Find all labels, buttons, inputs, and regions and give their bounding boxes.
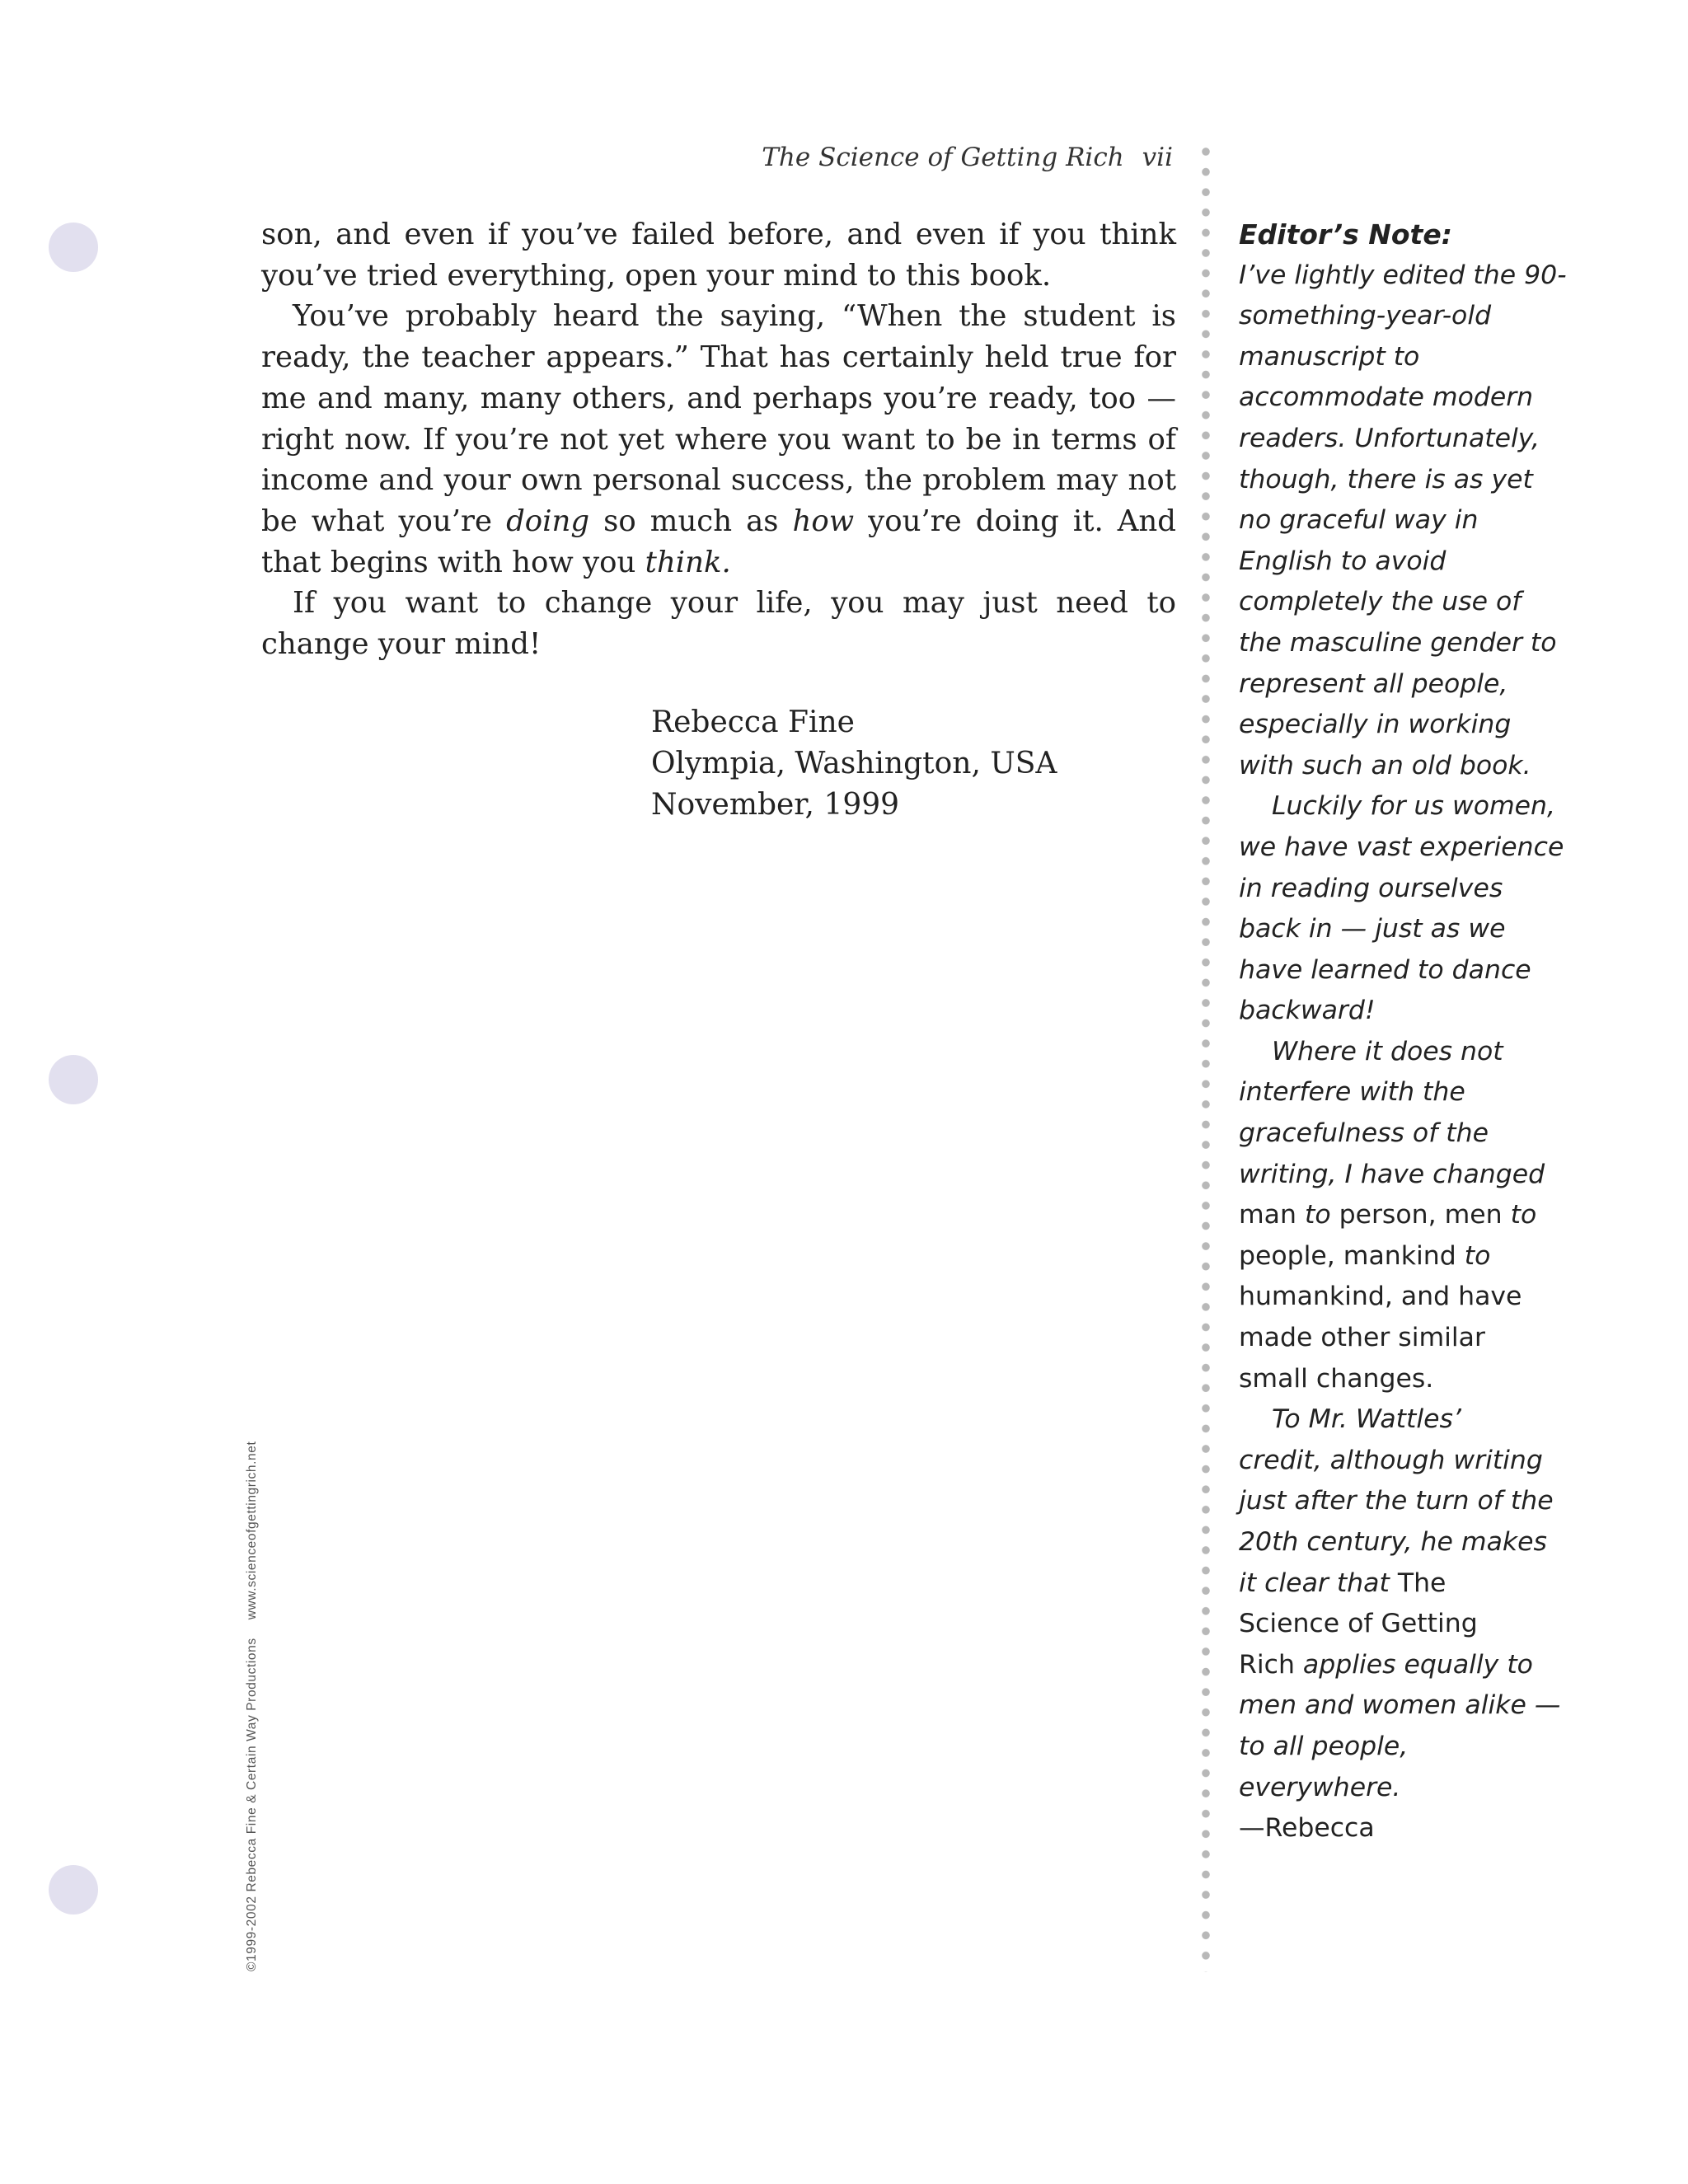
sidebar-line: though, there is as yet (1239, 464, 1533, 494)
copyright-notice (245, 1441, 260, 1971)
sidebar-line: back in — just as we (1239, 914, 1506, 944)
sidebar-line: writing, I have changed (1239, 1159, 1545, 1189)
sidebar-title: Editor’s Note: (1239, 218, 1452, 251)
main-text-column (261, 214, 1176, 665)
sidebar-line: gracefulness of the (1239, 1118, 1489, 1149)
sidebar-line: completely the use of (1239, 587, 1522, 617)
sidebar-line: To Mr. Wattles’ (1272, 1404, 1461, 1435)
signature-place: Olympia, Washington, USA (651, 747, 1057, 780)
signature-name: Rebecca Fine (651, 705, 855, 739)
sidebar-line: especially in working (1239, 710, 1512, 740)
sidebar-line: backward! (1239, 996, 1376, 1026)
sidebar-line: English to avoid (1239, 546, 1447, 576)
emphasis-how: how (792, 504, 855, 538)
sidebar-line: with such an old book. (1239, 750, 1531, 780)
sidebar-line: 20th century, he makes (1239, 1527, 1547, 1557)
sidebar-line: Luckily for us women, (1272, 791, 1556, 822)
binder-hole-bottom (49, 1865, 98, 1915)
sidebar-line: men and women alike — (1239, 1690, 1561, 1721)
sidebar-line: readers. Unfortunately, (1239, 423, 1540, 453)
binder-hole-top (49, 223, 98, 272)
sidebar-line: credit, although writing (1239, 1445, 1543, 1475)
sidebar-line: interfere with the (1239, 1077, 1465, 1108)
sidebar-line: I’ve lightly edited the 90- (1239, 260, 1567, 290)
copyright-owner: ©1999-2002 Rebecca Fine & Certain Way Productions (245, 1638, 259, 1971)
editors-note-sidebar (1239, 214, 1567, 1849)
running-header (762, 143, 1173, 172)
binder-hole-middle (49, 1055, 98, 1104)
sidebar-line: represent all people, (1239, 668, 1508, 699)
paragraph-continued: son, and even if you’ve failed before, and even if you think you’ve tried everything, open your mind to this book. (261, 218, 1176, 293)
sidebar-line: it clear that The (1239, 1568, 1447, 1598)
sidebar-line: man to person, men to (1239, 1200, 1537, 1230)
signature-date: November, 1999 (651, 788, 900, 822)
sidebar-line: humankind, and have (1239, 1282, 1522, 1312)
sidebar-line: everywhere. (1239, 1772, 1401, 1802)
sidebar-signature: —Rebecca (1239, 1813, 1375, 1844)
dotted-divider (1201, 147, 1211, 1972)
sidebar-line: to all people, (1239, 1731, 1409, 1761)
sidebar-line: no graceful way in (1239, 505, 1479, 536)
paragraph-student-ready: You’ve probably heard the saying, “When the student is ready, the teacher appears.” That has certainly held true for me and many, many others, and perhaps you’re ready, too — right now. If you’re not yet where you want to be in terms of income and your own personal success, the problem may not be what you’re doing so much as how you’re doing it. And that begins with how you think. (261, 299, 1176, 579)
sidebar-line: the masculine gender to (1239, 627, 1557, 658)
sidebar-line: in reading ourselves (1239, 873, 1503, 903)
sidebar-line: just after the turn of the (1239, 1486, 1554, 1516)
sidebar-line: accommodate modern (1239, 382, 1534, 413)
emphasis-doing: doing (506, 504, 590, 538)
sidebar-line: Where it does not (1272, 1036, 1503, 1066)
sidebar-line: Science of Getting (1239, 1609, 1478, 1639)
copyright-url: www.scienceofgettingrich.net (245, 1441, 259, 1620)
signature-block (651, 702, 1057, 826)
sidebar-line: have learned to dance (1239, 954, 1531, 985)
sidebar-line: something-year-old (1239, 301, 1492, 331)
sidebar-line: Rich applies equally to (1239, 1649, 1533, 1680)
page-number: vii (1142, 143, 1173, 172)
emphasis-think: think. (645, 545, 731, 579)
sidebar-line: made other similar (1239, 1323, 1485, 1353)
paragraph-change-mind: If you want to change your life, you may just need to change your mind! (261, 586, 1176, 662)
sidebar-line: people, mankind to (1239, 1240, 1491, 1271)
sidebar-line: we have vast experience (1239, 832, 1564, 862)
sidebar-line: small changes. (1239, 1363, 1434, 1394)
running-title: The Science of Getting Rich (762, 143, 1124, 172)
sidebar-line: manuscript to (1239, 341, 1420, 372)
